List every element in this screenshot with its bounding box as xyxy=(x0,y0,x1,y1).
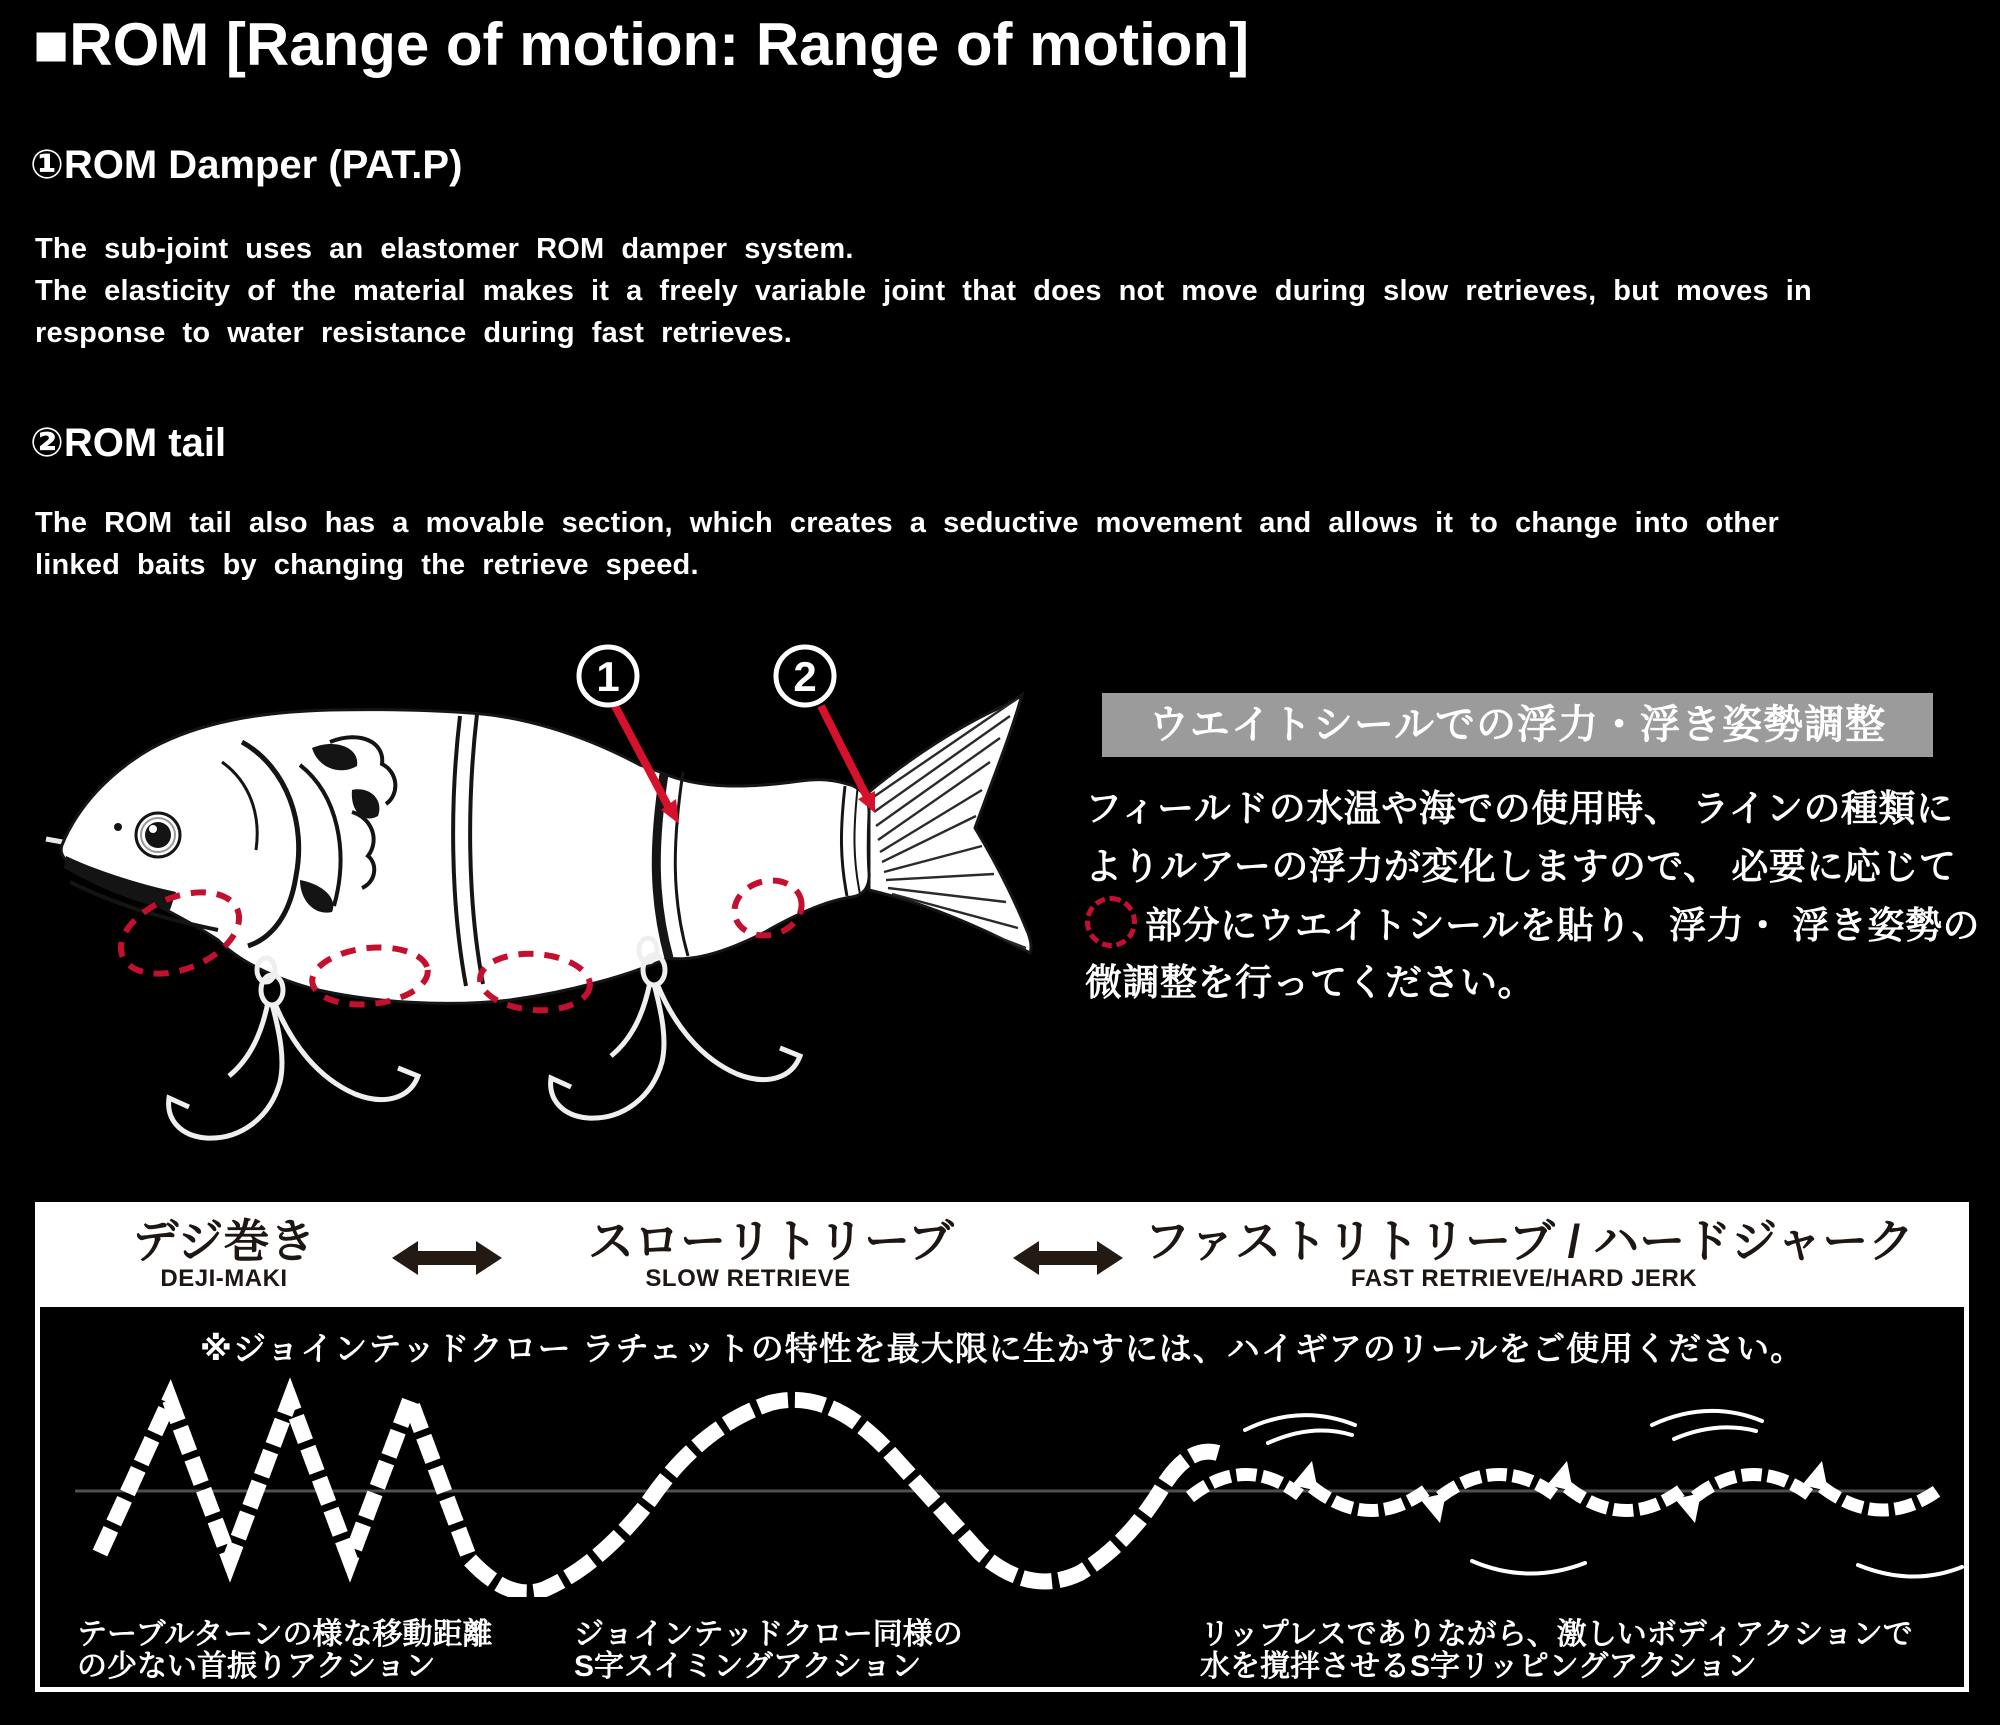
zigzag-action-path xyxy=(100,1400,470,1560)
section-heading-rom-tail: ②ROM tail xyxy=(30,421,227,465)
caption-slow-retrieve: ジョインテッドクロー同様の S字スイミングアクション xyxy=(574,1618,963,1683)
seal-text-line: 部分にウエイトシールを貼り、浮力・ 浮き姿勢の xyxy=(1085,896,1980,954)
weight-seal-header: ウエイトシールでの浮力・浮き姿勢調整 xyxy=(1102,693,1933,757)
s-curve-action-path xyxy=(470,1400,1218,1593)
paragraph-line: The elasticity of the material makes it a freely variable joint that does not move during slow retrieves, but moves in xyxy=(35,275,1812,307)
callout-2-number: 2 xyxy=(793,653,817,700)
callout-1-number: 1 xyxy=(596,653,620,700)
seal-text-line: フィールドの水温や海での使用時、 ラインの種類に xyxy=(1085,788,1954,829)
weight-seal-spot-icon xyxy=(1085,896,1137,948)
page-title: ■ROM [Range of motion: Range of motion] xyxy=(33,11,1250,78)
mode-fast-retrieve: ファストリトリーブ / ハードジャーク FAST RETRIEVE/HARD JERK xyxy=(1144,1215,1915,1292)
double-arrow-icon xyxy=(392,1237,502,1279)
lure-body xyxy=(61,710,869,1004)
splash-swoosh-lines xyxy=(1245,1411,1962,1577)
nostril xyxy=(114,823,122,831)
high-gear-note: ※ジョインテッドクロー ラチェットの特性を最大限に生かすには、ハイギアのリールをご使用ください。 xyxy=(199,1330,1805,1367)
paragraph-line: The ROM tail also has a movable section, which creates a seductive movement and allows it to change into other xyxy=(35,507,1780,539)
weight-seal-text xyxy=(1085,780,1980,1012)
action-wave-diagram xyxy=(40,1365,1964,1597)
paragraph-line: linked baits by changing the retrieve speed. xyxy=(35,549,699,581)
mode-slow-retrieve: スローリトリーブ SLOW RETRIEVE xyxy=(588,1215,954,1292)
paragraph-line: The sub-joint uses an elastomer ROM damper system. xyxy=(35,233,854,265)
tail-fin xyxy=(869,695,1031,953)
section-heading-rom-damper: ①ROM Damper (PAT.P) xyxy=(30,143,463,187)
retrieve-action-chart xyxy=(35,1202,1969,1692)
double-arrow-icon xyxy=(1013,1237,1123,1279)
mode-deji-maki: デジ巻き DEJI-MAKI xyxy=(132,1215,316,1292)
seal-text-line: よりルアーの浮力が変化しますので、 必要に応じて xyxy=(1085,846,1957,887)
caption-fast-retrieve: リップレスでありながら、激しいボディアクションで 水を撹拌させるS字リッピングアクション xyxy=(1200,1618,1913,1683)
seal-text-line: 微調整を行ってください。 xyxy=(1085,962,1535,1003)
caption-deji-maki: テーブルターンの様な移動距離 の少ない首振りアクション xyxy=(77,1618,493,1683)
paragraph-line: response to water resistance during fast retrieves. xyxy=(35,317,793,349)
